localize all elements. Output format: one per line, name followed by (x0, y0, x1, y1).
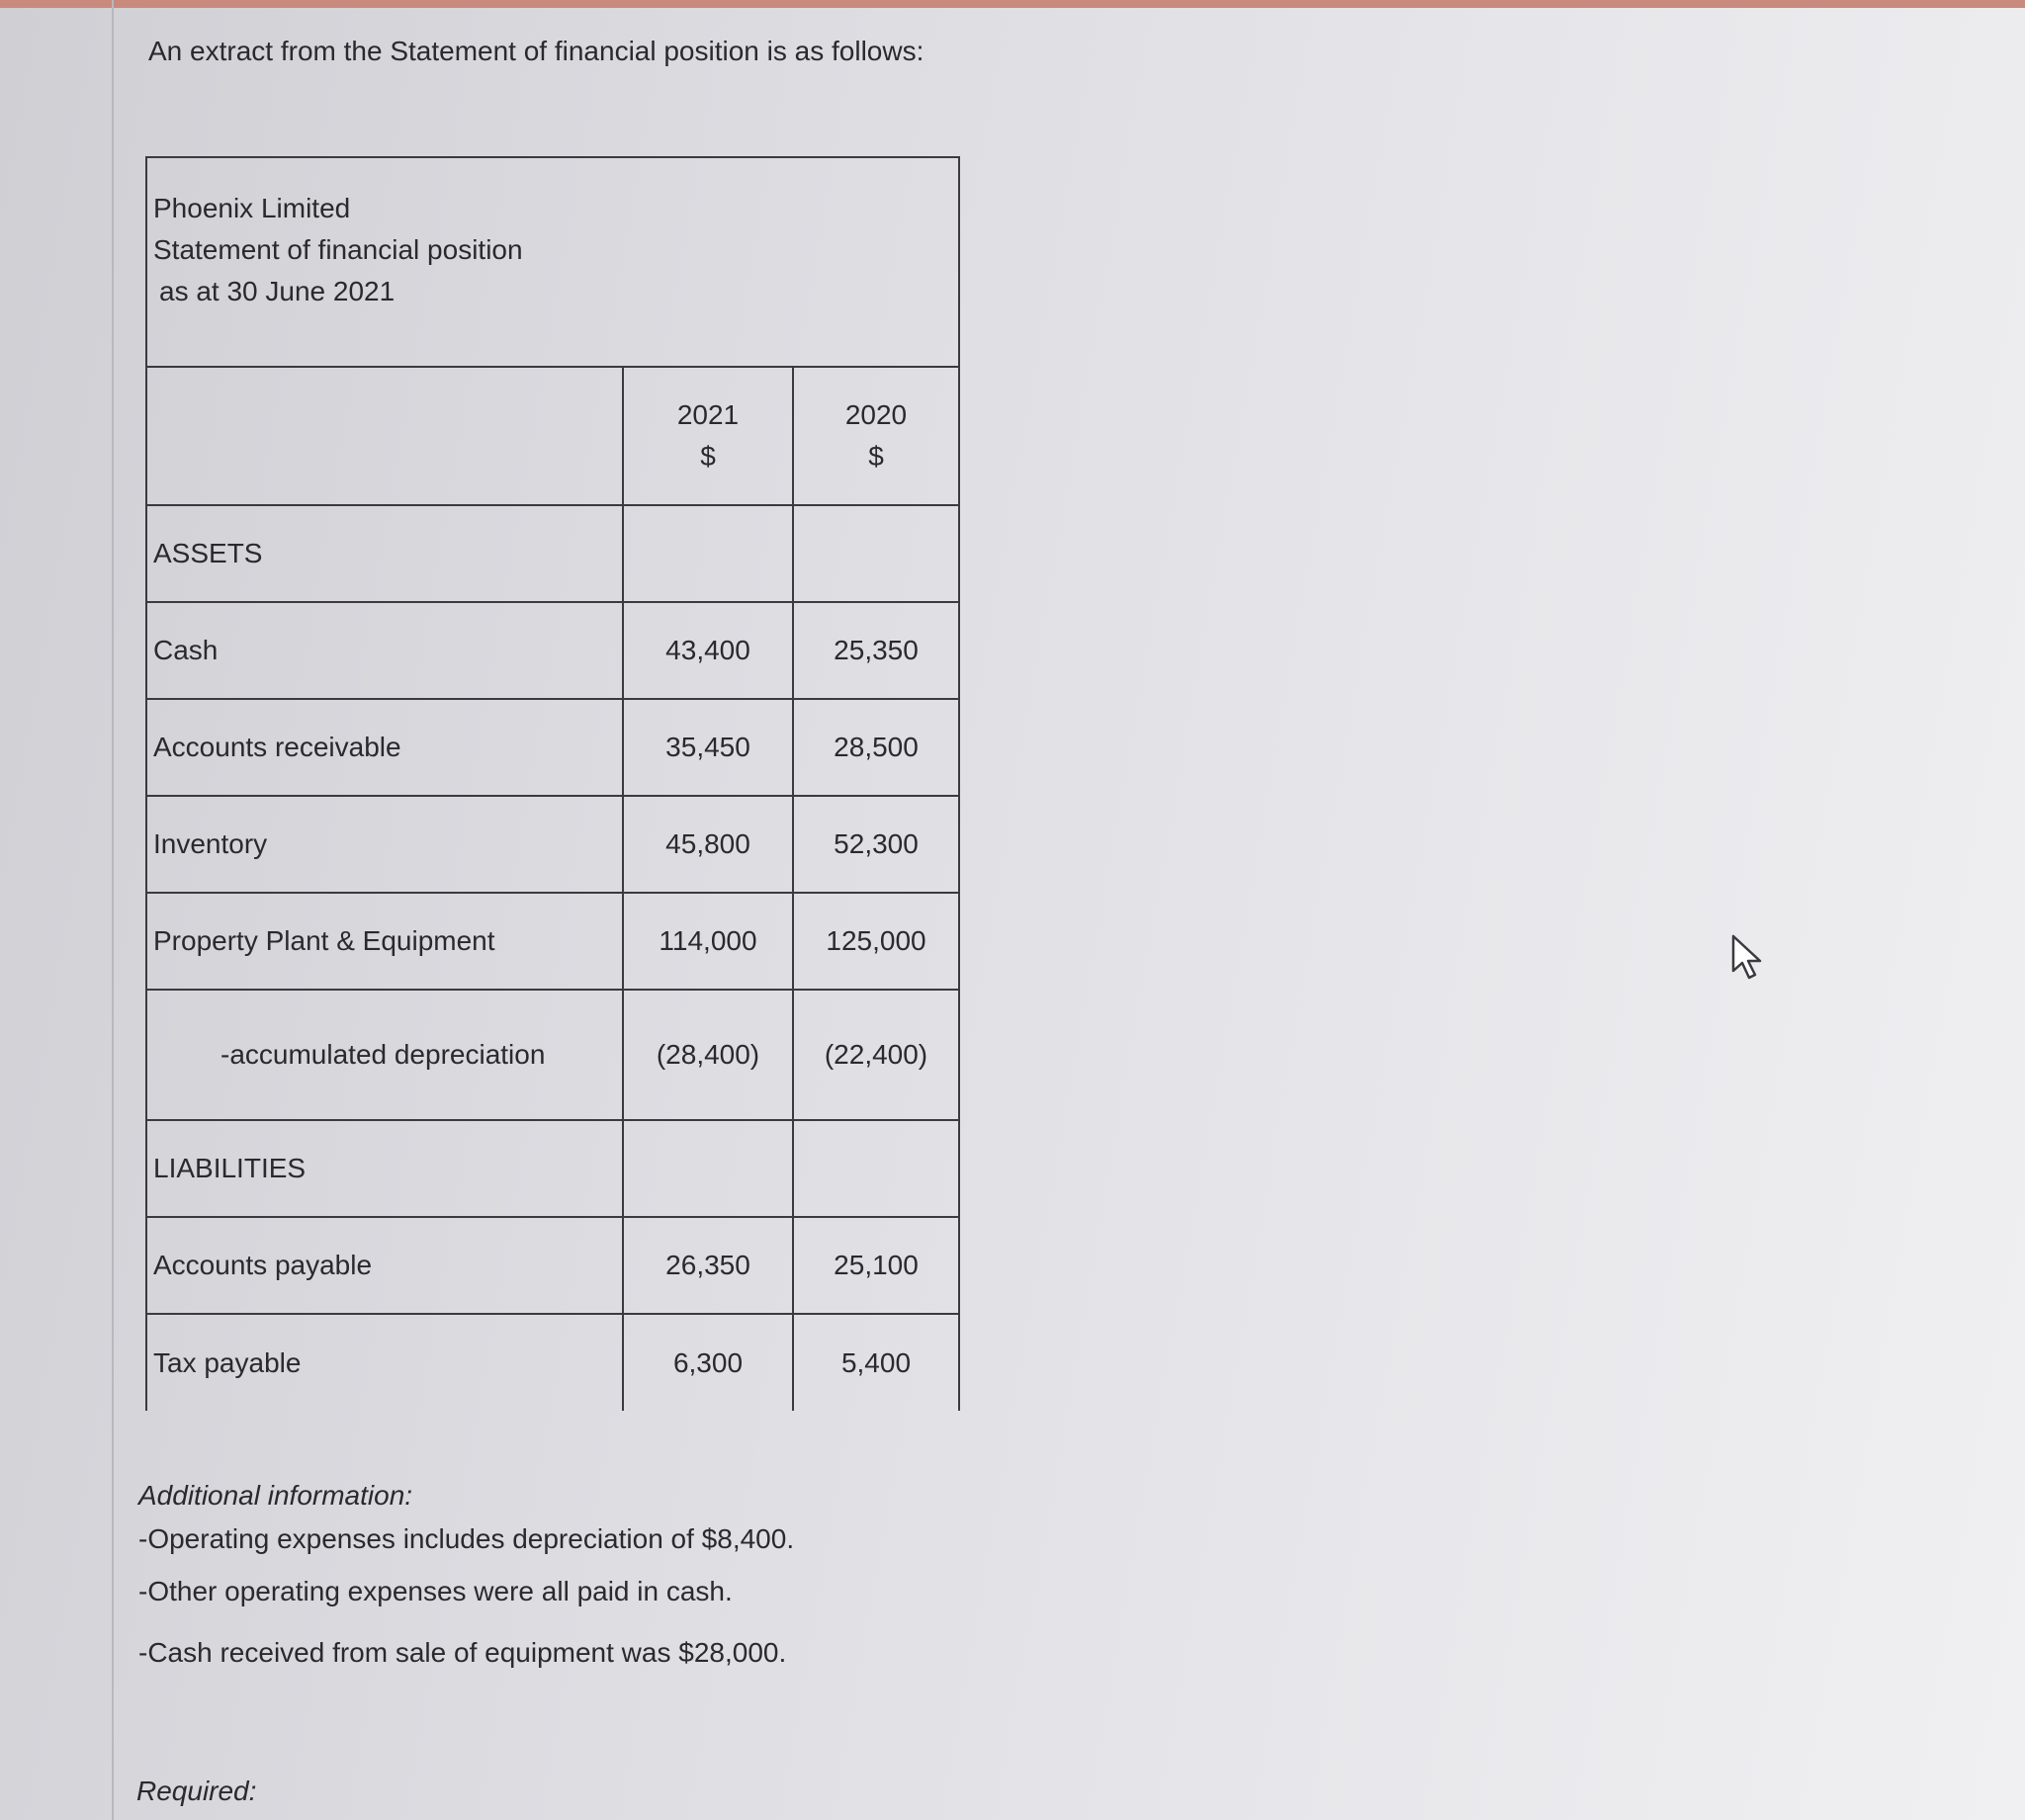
value-2021 (623, 1120, 793, 1217)
value-2021: 45,800 (623, 796, 793, 893)
row-label: Cash (146, 602, 623, 699)
table-row-assets-heading (146, 505, 959, 602)
statement-of-financial-position-table (145, 156, 960, 1411)
table-row-accounts-receivable (146, 699, 959, 796)
statement-title-row (146, 157, 959, 367)
additional-information-title: Additional information: (138, 1480, 413, 1511)
statement-date: as at 30 June 2021 (159, 276, 396, 306)
value-2020: 28,500 (793, 699, 959, 796)
row-label: ASSETS (146, 505, 623, 602)
table-row-liabilities-heading (146, 1120, 959, 1217)
value-2021: (28,400) (623, 990, 793, 1120)
table-row-tax-payable (146, 1314, 959, 1411)
additional-line-other-expenses: -Other operating expenses were all paid in cash. (138, 1576, 733, 1606)
header-blank-cell (146, 367, 623, 505)
currency-label-2021: $ (700, 441, 716, 472)
column-header-2021 (623, 367, 793, 505)
row-label: Inventory (146, 796, 623, 893)
statement-title: Statement of financial position (153, 234, 523, 265)
value-2021: 114,000 (623, 893, 793, 990)
table-row-inventory (146, 796, 959, 893)
table-row-accumulated-depreciation (146, 990, 959, 1120)
value-2020 (793, 505, 959, 602)
value-2020: 52,300 (793, 796, 959, 893)
company-name: Phoenix Limited (153, 193, 351, 223)
value-2020: (22,400) (793, 990, 959, 1120)
value-2021 (623, 505, 793, 602)
additional-information (138, 1480, 794, 1684)
value-2021: 35,450 (623, 699, 793, 796)
statement-title-cell (146, 157, 959, 367)
value-2021: 43,400 (623, 602, 793, 699)
value-2021: 6,300 (623, 1314, 793, 1411)
additional-line-sale-of-equipment: -Cash received from sale of equipment was $28,000. (138, 1637, 787, 1668)
value-2020: 25,100 (793, 1217, 959, 1314)
row-label: Tax payable (146, 1314, 623, 1411)
table-row-cash (146, 602, 959, 699)
mouse-pointer-icon (1730, 933, 1764, 981)
required-heading: Required: (136, 1776, 257, 1806)
value-2021: 26,350 (623, 1217, 793, 1314)
table-row-property-plant-equipment (146, 893, 959, 990)
intro-text: An extract from the Statement of financial position is as follows: (148, 36, 924, 66)
row-label: Accounts receivable (146, 699, 623, 796)
top-accent-bar (0, 0, 2025, 8)
year-label-2021: 2021 (676, 399, 740, 430)
year-label-2020: 2020 (844, 399, 908, 430)
column-header-row (146, 367, 959, 505)
value-2020: 5,400 (793, 1314, 959, 1411)
additional-line-depreciation: -Operating expenses includes depreciation of $8,400. (138, 1523, 795, 1554)
value-2020 (793, 1120, 959, 1217)
column-header-2020 (793, 367, 959, 505)
row-label: Accounts payable (146, 1217, 623, 1314)
row-label: Property Plant & Equipment (146, 893, 623, 990)
left-page-border (112, 0, 114, 1820)
value-2020: 125,000 (793, 893, 959, 990)
value-2020: 25,350 (793, 602, 959, 699)
table-row-accounts-payable (146, 1217, 959, 1314)
row-label: -accumulated depreciation (146, 990, 623, 1120)
row-label: LIABILITIES (146, 1120, 623, 1217)
currency-label-2020: $ (868, 441, 884, 472)
